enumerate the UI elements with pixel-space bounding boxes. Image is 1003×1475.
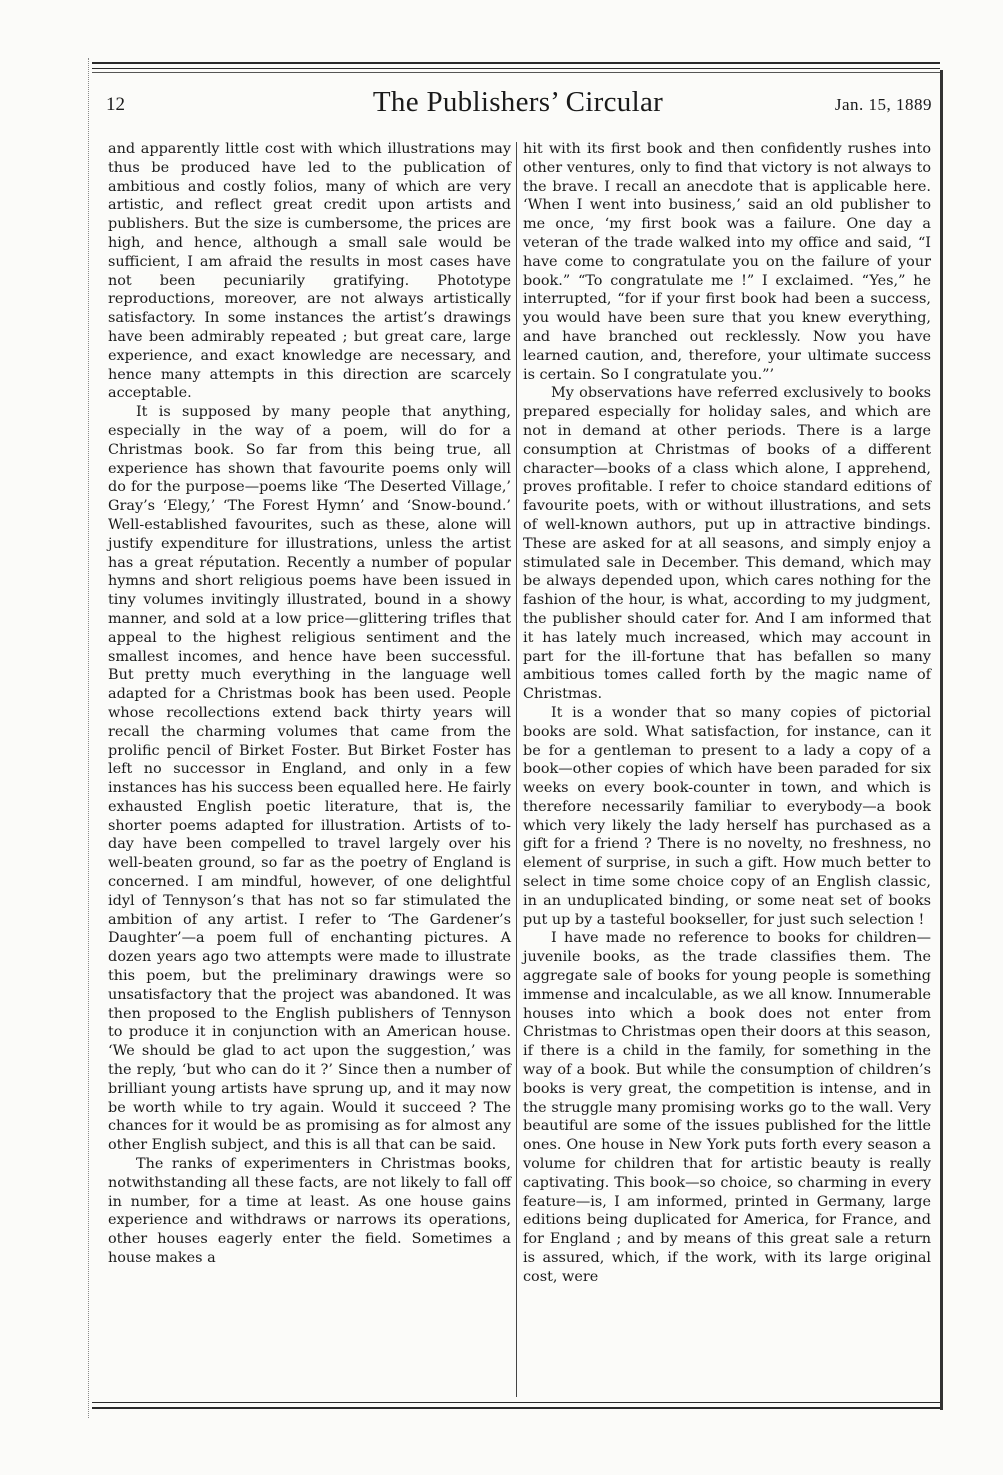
- bottom-double-rule: [92, 1402, 940, 1409]
- page-header: [100, 86, 936, 122]
- top-thin-rule: [92, 72, 940, 73]
- left-column: [108, 140, 511, 1268]
- publication-title: The Publishers’ Circular: [372, 86, 664, 118]
- right-paragraph-4: I have made no reference to books for children—juvenile books, as the trade classifies them. The aggregate sale of books for young people is something immense and incalculable, as we all know. Innumerable houses into which a book does not enter from Christmas to Christmas open their doors at this season, if there is a child in the family, for something in the way of a book. But while the consumption of children’s books is very great, the competition is intense, and in the struggle many promising works go to the wall. Very beautiful are some of the issues published for the little ones. One house in New York puts forth every season a volume for children that for artistic beauty is really captivating. This book—so choice, so charming in every feature—is, I am informed, printed in Germany, large editions being duplicated for America, for France, and for England ; and by means of this great sale a return is assured, which, if the work, with its large original cost, were: [523, 930, 931, 1285]
- left-paragraph-3: The ranks of experimenters in Christmas books, notwithstanding all these facts, are not likely to fall off in number, for a time at least. As one house gains experience and withdraws or narrows its operations, other houses eagerly enter the field. Sometimes a house makes a: [108, 1156, 511, 1267]
- page-number: 12: [106, 94, 125, 115]
- right-page-edge: [936, 70, 943, 1410]
- right-paragraph-2: My observations have referred exclusively to books prepared especially for holiday sales, and which are not in demand at other periods. There is a large consumption at Christmas of books of a different character—books of a class which alone, I apprehend, proves profitable. I refer to choice standard editions of favourite poets, with or without illustrations, and sets of well-known authors, put up in attractive bindings. These are asked for at all seasons, and simply enjoy a stimulated sale in December. This demand, which may be always depended upon, which cares nothing for the fashion of the hour, is what, according to my judgment, the publisher should cater for. And I am informed that it has lately much increased, which may account in part for the ill-fortune that has befallen so many ambitious tomes called forth by the magic name of Christmas.: [523, 385, 931, 703]
- top-double-rule: [92, 62, 940, 69]
- right-column: [523, 140, 931, 1287]
- right-paragraph-3: It is a wonder that so many copies of pictorial books are sold. What satisfaction, for instance, can it be for a gentleman to present to a lady a copy of a book—other copies of which have been paraded for six weeks on every book-counter in town, and which is therefore necessarily familiar to everybody—a book which very likely the lady herself has purchased as a gift for a friend ? There is no novelty, no freshness, no element of surprise, in such a gift. How much better to select in time some choice copy of an English classic, in an unduplicated binding, or some neat set of books put up by a tasteful bookseller, for just such selection !: [523, 704, 931, 928]
- issue-date: Jan. 15, 1889: [834, 95, 932, 114]
- left-page-edge: [88, 58, 95, 1418]
- left-paragraph-1: and apparently little cost with which illustrations may thus be produced have led to the publication of ambitious and costly folios, many of which are very artistic, and reflect great credit upon artists and publishers. But the size is cumbersome, the prices are high, and hence, although a small sale would be sufficient, I am afraid the results in most cases have not been pecuniarily gratifying. Phototype reproductions, moreover, are not always artistically satisfactory. In some instances the artist’s drawings have been admirably repeated ; but great care, large experience, and exact knowledge are necessary, and hence many attempts in this direction are scarcely acceptable.: [108, 141, 511, 402]
- column-divider: [516, 142, 517, 1397]
- left-paragraph-2: It is supposed by many people that anything, especially in the way of a poem, will do for a Christmas book. So far from this being true, all experience has shown that favourite poems only will do for the purpose—poems like ‘The Deserted Village,’ Gray’s ‘Elegy,’ ‘The Forest Hymn’ and ‘Snow-bound.’ Well-established favourites, such as these, alone will justify expenditure for illustrations, unless the artist has a great réputation. Recently a number of popular hymns and short religious poems have been issued in tiny volumes invitingly illustrated, bound in a showy manner, and sold at a low price—glittering trifles that appeal to the highest religious sentiment and the smallest incomes, and hence have been successful. But pretty much everything in the language well adapted for a Christmas book has been used. People whose recollections extend back thirty years will recall the charming volumes that came from the prolific pencil of Birket Foster. But Birket Foster has left no successor in England, and only in a few instances has his success been equalled here. He fairly exhausted English poetic literature, that is, the shorter poems adapted for illustration. Artists of to-day have been compelled to travel largely over his well-beaten ground, so far as the poetry of England is concerned. I am mindful, however, of one delightful idyl of Tennyson’s that has not so far stimulated the ambition of any artist. I refer to ‘The Gardener’s Daughter’—a poem full of enchanting pictures. A dozen years ago two attempts were made to illustrate this poem, but the preliminary drawings were so unsatisfactory that the project was abandoned. It was then proposed to the English publishers of Tennyson to produce it in conjunction with an American house. ‘We should be glad to act upon the suggestion,’ was the reply, ‘but who can do it ?’ Since then a number of brilliant young artists have sprung up, and it may now be worth while to try again. Would it succeed ? The chances for it would be as promising as for almost any other English subject, and this is all that can be said.: [108, 404, 511, 1154]
- right-paragraph-1: hit with its first book and then confidently rushes into other ventures, only to find that victory is not always to the brave. I recall an anecdote that is applicable here. ‘When I went into business,’ said an old publisher to me once, ‘my first book was a failure. One day a veteran of the trade walked into my office and said, “I have come to congratulate you on the failure of your book.” “To congratulate me !” I exclaimed. “Yes,” he interrupted, “for if your first book had been a success, you would have been sure that you knew everything, and have branched out recklessly. Now you have learned caution, and, therefore, your ultimate success is certain. So I congratulate you.”’: [523, 141, 931, 383]
